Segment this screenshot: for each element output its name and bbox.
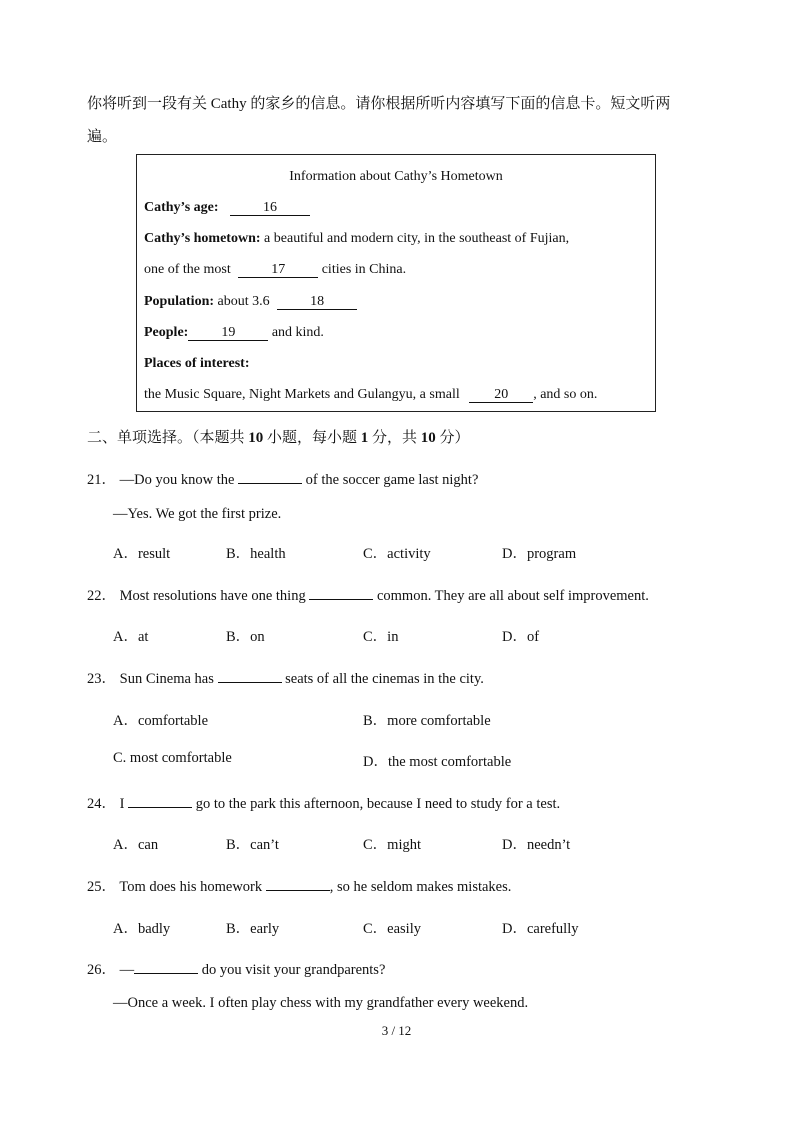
- answer-blank[interactable]: [134, 961, 198, 974]
- page-number: 3 / 12: [381, 1023, 412, 1038]
- places-label-row: [144, 356, 249, 372]
- question-text-post: seats of all the cinemas in the city.: [281, 671, 484, 687]
- section-suffix: 分）: [435, 430, 470, 446]
- hometown-row-2: [144, 262, 406, 278]
- blank-18[interactable]: 18: [277, 295, 357, 310]
- people-row: [144, 325, 324, 341]
- section-score-each: 1: [360, 430, 369, 446]
- answer-blank[interactable]: [309, 587, 373, 600]
- question-text-post: go to the park this afternoon, because I need to study for a test.: [192, 796, 561, 812]
- section-mid2: 分，共: [368, 430, 421, 446]
- question-text-post: common. They are all about self improvement.: [373, 588, 649, 604]
- option-c[interactable]: C．might: [363, 837, 422, 853]
- hometown-text: a beautiful and modern city, in the southeast of Fujian,: [260, 231, 570, 246]
- blank-20[interactable]: 20: [469, 388, 533, 403]
- instruction-line-2: 遍。: [87, 129, 118, 145]
- instruction-line-1: 你将听到一段有关 Cathy 的家乡的信息。请你根据所听内容填写下面的信息卡。短文听两: [87, 96, 671, 112]
- question-23: [87, 667, 484, 688]
- answer-blank[interactable]: [238, 471, 302, 484]
- population-row: [144, 294, 357, 310]
- option-a[interactable]: A．result: [113, 546, 171, 562]
- population-text: about 3.6: [214, 294, 274, 309]
- blank-19[interactable]: 19: [188, 326, 268, 341]
- option-a[interactable]: A．at: [113, 629, 149, 645]
- question-text-pre: I: [116, 796, 129, 812]
- option-c[interactable]: C．activity: [363, 546, 431, 562]
- section-heading: [87, 426, 470, 447]
- question-text-post: of the soccer game last night?: [302, 472, 479, 488]
- section-total: 10: [420, 430, 436, 446]
- option-d[interactable]: D．needn’t: [502, 837, 571, 853]
- option-b[interactable]: B．early: [226, 921, 280, 937]
- question-text-pre: —Do you know the: [116, 472, 239, 488]
- places-post: , and so on.: [533, 387, 598, 402]
- places-label: Places of interest:: [144, 356, 250, 371]
- question-text-pre: —: [116, 962, 135, 978]
- question-text-post: do you visit your grandparents?: [198, 962, 386, 978]
- option-c[interactable]: C．in: [363, 629, 399, 645]
- option-d[interactable]: D．of: [502, 629, 540, 645]
- option-a[interactable]: A．comfortable: [113, 713, 209, 729]
- question-25: [87, 875, 511, 896]
- places-row: [144, 387, 597, 403]
- hometown-label: Cathy’s hometown:: [144, 231, 261, 246]
- question-number: 22．: [87, 588, 116, 604]
- answer-blank[interactable]: [128, 795, 192, 808]
- section-count: 10: [248, 430, 264, 446]
- section-prefix: 二、单项选择。（本题共: [87, 430, 249, 446]
- question-text-pre: Most resolutions have one thing: [116, 588, 310, 604]
- answer-blank[interactable]: [218, 670, 282, 683]
- question-text-post: , so he seldom makes mistakes.: [329, 879, 512, 895]
- question-text-pre: Sun Cinema has: [116, 671, 218, 687]
- question-number: 25．: [87, 879, 116, 895]
- answer-blank[interactable]: [266, 878, 330, 891]
- question-21: [87, 468, 478, 489]
- hometown-row: [144, 231, 569, 247]
- option-b[interactable]: B．can’t: [226, 837, 279, 853]
- question-number: 21．: [87, 472, 116, 488]
- blank-16[interactable]: 16: [230, 201, 310, 216]
- population-label: Population:: [144, 294, 215, 309]
- age-row: [144, 200, 310, 216]
- question-22: [87, 584, 649, 605]
- option-a[interactable]: A．can: [113, 837, 159, 853]
- option-a[interactable]: A．badly: [113, 921, 171, 937]
- info-card: [136, 154, 656, 412]
- option-b[interactable]: B．on: [226, 629, 265, 645]
- question-26: [87, 958, 385, 979]
- option-d[interactable]: D．carefully: [502, 921, 579, 937]
- option-d[interactable]: D．program: [502, 546, 577, 562]
- question-number: 24．: [87, 796, 116, 812]
- question-26-reply: —Once a week. I often play chess with my grandfather every weekend.: [113, 995, 529, 1011]
- option-c[interactable]: C. most comfortable: [113, 750, 232, 766]
- option-b[interactable]: B．more comfortable: [363, 713, 491, 729]
- question-number: 23．: [87, 671, 116, 687]
- age-label: Cathy’s age:: [144, 200, 219, 215]
- people-label: People:: [144, 325, 189, 340]
- question-text-pre: Tom does his homework: [116, 879, 266, 895]
- question-24: [87, 792, 560, 813]
- option-d[interactable]: D．the most comfortable: [363, 754, 512, 770]
- option-b[interactable]: B．health: [226, 546, 286, 562]
- hometown-line2-pre: one of the most: [144, 262, 235, 277]
- section-mid: 小题，每小题: [263, 430, 361, 446]
- question-number: 26．: [87, 962, 116, 978]
- listening-instructions: [87, 88, 712, 154]
- info-card-title: Information about Cathy’s Hometown: [289, 169, 503, 184]
- question-21-reply: —Yes. We got the first prize.: [113, 506, 282, 522]
- blank-17[interactable]: 17: [238, 263, 318, 278]
- option-c[interactable]: C．easily: [363, 921, 421, 937]
- people-post: and kind.: [268, 325, 324, 340]
- places-text: the Music Square, Night Markets and Gulangyu, a small: [144, 387, 464, 402]
- hometown-line2-post: cities in China.: [318, 262, 407, 277]
